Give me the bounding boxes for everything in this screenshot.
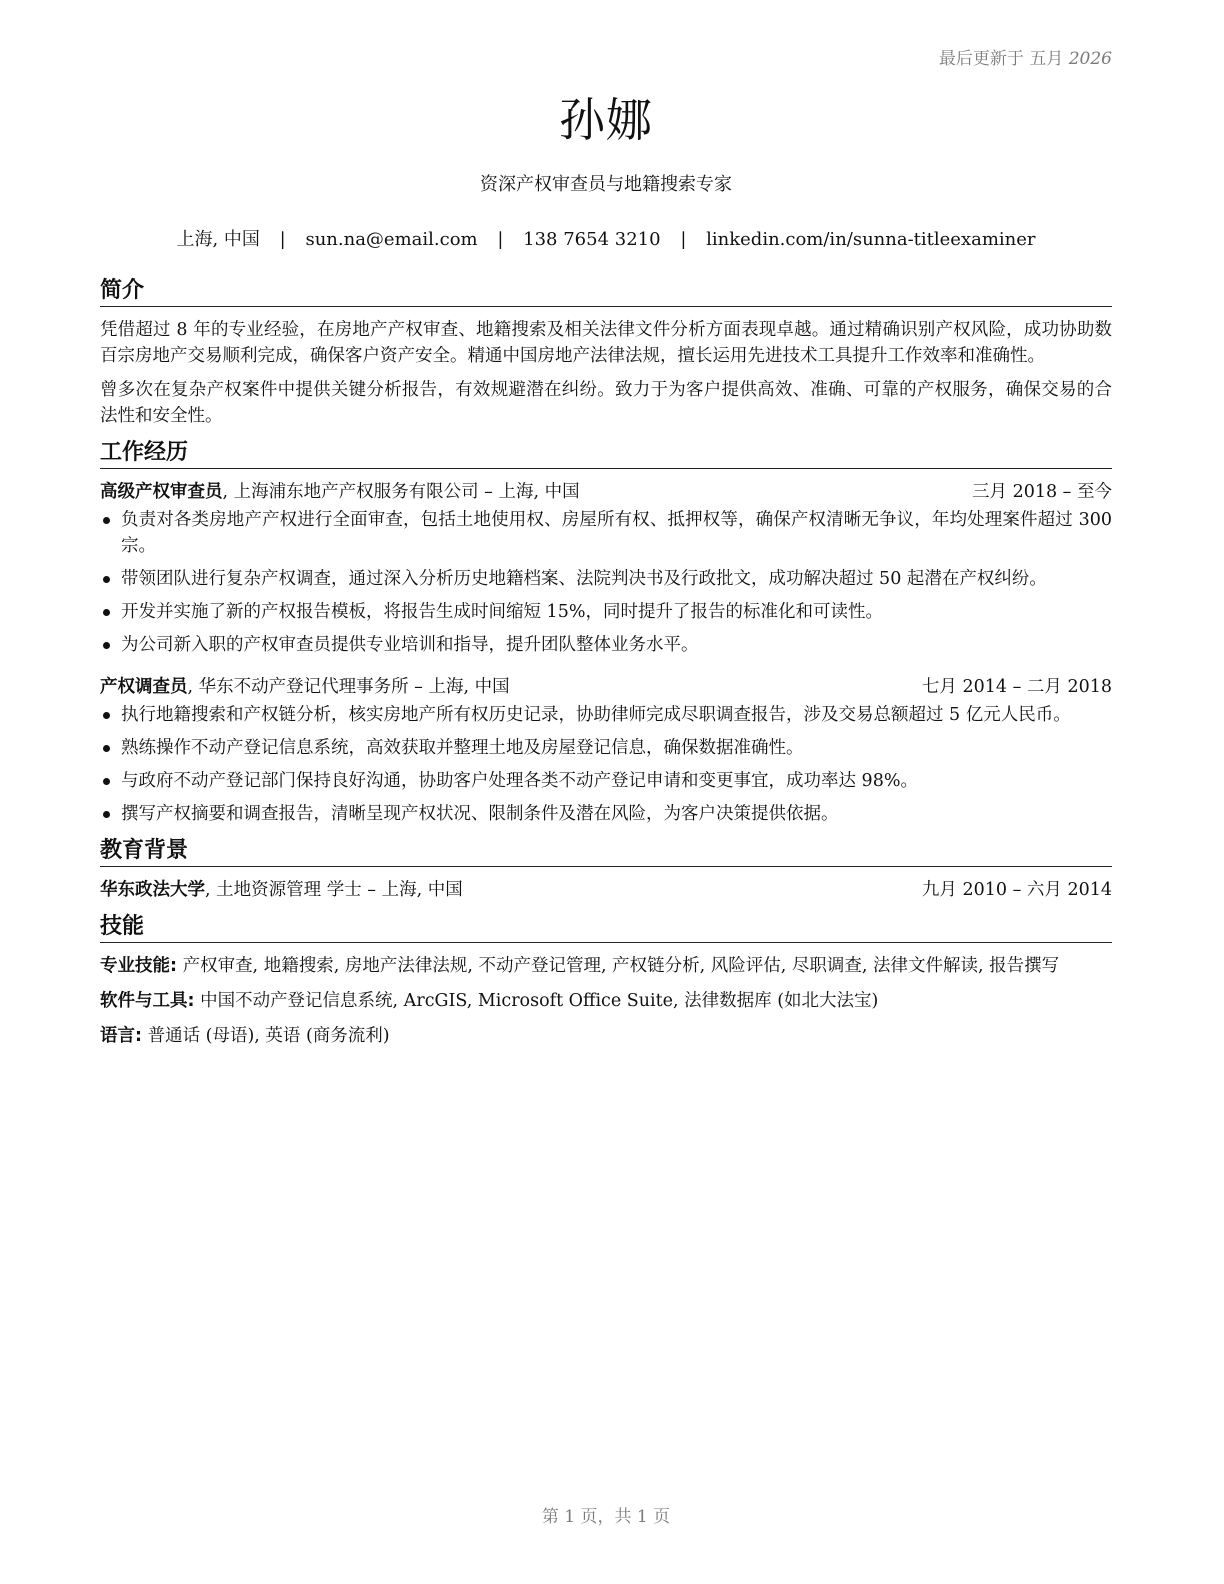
section-title-education: 教育背景 bbox=[100, 837, 1112, 867]
contact-linkedin[interactable]: linkedin.com/in/sunna-titleexaminer bbox=[706, 229, 1036, 250]
skill-row bbox=[100, 953, 1112, 979]
last-updated-year: 2026 bbox=[1068, 49, 1112, 69]
contact-separator: | bbox=[497, 229, 504, 250]
education-school: 华东政法大学 bbox=[100, 880, 205, 900]
page-number: 第 1 页，共 1 页 bbox=[541, 1507, 671, 1527]
resume-content bbox=[100, 277, 1112, 1059]
contact-separator: | bbox=[680, 229, 687, 250]
job-role: 产权调查员 bbox=[100, 677, 188, 697]
summary-paragraph: 曾多次在复杂产权案件中提供关键分析报告，有效规避潜在纠纷。致力于为客户提供高效、准确、可靠的产权服务，确保交易的合法性和安全性。 bbox=[100, 380, 1112, 426]
list-item: 熟练操作不动产登记信息系统，高效获取并整理土地及房屋登记信息，确保数据准确性。 bbox=[100, 735, 1112, 761]
job-title-line bbox=[100, 479, 580, 505]
job-org: , 上海浦东地产产权服务有限公司 – 上海, 中国 bbox=[222, 482, 580, 502]
contact-line bbox=[100, 225, 1112, 251]
education-entry bbox=[100, 877, 1112, 903]
contact-phone: 138 7654 3210 bbox=[523, 229, 661, 250]
skill-row bbox=[100, 988, 1112, 1014]
skill-value: 普通话 (母语), 英语 (商务流利) bbox=[142, 1026, 390, 1046]
job-dates: 七月 2014 – 二月 2018 bbox=[921, 677, 1112, 697]
job-bullets bbox=[100, 702, 1112, 827]
contact-separator: | bbox=[279, 229, 286, 250]
list-item: 为公司新入职的产权审查员提供专业培训和指导，提升团队整体业务水平。 bbox=[100, 632, 1112, 658]
job-entry bbox=[100, 479, 1112, 658]
section-title-skills: 技能 bbox=[100, 913, 1112, 943]
section-title-experience: 工作经历 bbox=[100, 439, 1112, 469]
summary-section bbox=[100, 277, 1112, 429]
skills-section bbox=[100, 913, 1112, 1049]
education-title-line bbox=[100, 877, 463, 903]
section-title-summary: 简介 bbox=[100, 277, 1112, 307]
contact-email[interactable]: sun.na@email.com bbox=[305, 229, 478, 250]
job-header bbox=[100, 479, 1112, 505]
skill-row bbox=[100, 1023, 1112, 1049]
experience-section bbox=[100, 439, 1112, 827]
list-item: 与政府不动产登记部门保持良好沟通，协助客户处理各类不动产登记申请和变更事宜，成功率达 98%。 bbox=[100, 768, 1112, 794]
job-header bbox=[100, 674, 1112, 700]
candidate-headline: 资深产权审查员与地籍搜索专家 bbox=[480, 174, 732, 195]
job-bullets bbox=[100, 507, 1112, 658]
job-org: , 华东不动产登记代理事务所 – 上海, 中国 bbox=[187, 677, 510, 697]
education-dates: 九月 2010 – 六月 2014 bbox=[921, 880, 1112, 900]
resume-page bbox=[100, 0, 1112, 1584]
job-role: 高级产权审查员 bbox=[100, 482, 223, 502]
education-detail: , 土地资源管理 学士 – 上海, 中国 bbox=[205, 880, 463, 900]
contact-location: 上海, 中国 bbox=[176, 229, 260, 250]
list-item: 开发并实施了新的产权报告模板，将报告生成时间缩短 15%，同时提升了报告的标准化和可读性。 bbox=[100, 599, 1112, 625]
skill-value: 中国不动产登记信息系统, ArcGIS, Microsoft Office Suite, 法律数据库 (如北大法宝) bbox=[194, 991, 879, 1011]
candidate-name: 孙娜 bbox=[559, 93, 653, 147]
last-updated-label: 最后更新于 五月 bbox=[938, 49, 1064, 69]
summary-paragraph: 凭借超过 8 年的专业经验，在房地产产权审查、地籍搜索及相关法律文件分析方面表现卓越。通过精确识别产权风险，成功协助数百宗房地产交易顺利完成，确保客户资产安全。精通中国房地产法律法规，擅长运用先进技术工具提升工作效率和准确性。 bbox=[100, 320, 1112, 366]
skill-label: 语言: bbox=[100, 1026, 142, 1046]
list-item: 执行地籍搜索和产权链分析，核实房地产所有权历史记录，协助律师完成尽职调查报告，涉及交易总额超过 5 亿元人民币。 bbox=[100, 702, 1112, 728]
skill-value: 产权审查, 地籍搜索, 房地产法律法规, 不动产登记管理, 产权链分析, 风险评估, 尽职调查, 法律文件解读, 报告撰写 bbox=[177, 956, 1060, 976]
list-item: 负责对各类房地产产权进行全面审查，包括土地使用权、房屋所有权、抵押权等，确保产权清晰无争议，年均处理案件超过 300 宗。 bbox=[100, 507, 1112, 559]
skill-label: 软件与工具: bbox=[100, 991, 195, 1011]
list-item: 带领团队进行复杂产权调查，通过深入分析历史地籍档案、法院判决书及行政批文，成功解决超过 50 起潜在产权纠纷。 bbox=[100, 566, 1112, 592]
skill-label: 专业技能: bbox=[100, 956, 177, 976]
job-title-line bbox=[100, 674, 510, 700]
list-item: 撰写产权摘要和调查报告，清晰呈现产权状况、限制条件及潜在风险，为客户决策提供依据。 bbox=[100, 801, 1112, 827]
job-entry bbox=[100, 674, 1112, 827]
job-dates: 三月 2018 – 至今 bbox=[972, 482, 1112, 502]
education-section bbox=[100, 837, 1112, 903]
last-updated bbox=[939, 44, 1112, 69]
